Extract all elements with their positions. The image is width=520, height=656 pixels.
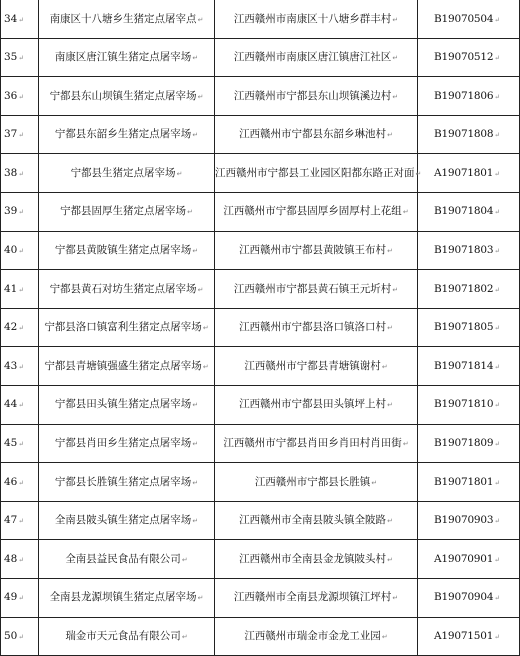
- facility-name-cell: [39, 424, 215, 463]
- facility-address-cell: [215, 347, 418, 386]
- paragraph-mark-icon: ↵: [494, 15, 501, 24]
- facility-name-cell: [39, 0, 215, 38]
- facility-code-cell: [418, 0, 520, 38]
- paragraph-mark-icon: ↵: [494, 555, 500, 564]
- paragraph-mark-icon: ↵: [387, 517, 393, 526]
- paragraph-mark-icon: ↵: [192, 247, 199, 256]
- facility-name-cell: [39, 347, 215, 386]
- paragraph-mark-icon: ↵: [18, 633, 25, 641]
- facility-name-cell: [39, 308, 215, 347]
- facility-address-text: 江西赣州市全南县龙源坝镇江坪村: [233, 591, 392, 604]
- paragraph-mark-icon: ↵: [415, 169, 422, 178]
- row-number-cell: [1, 77, 39, 116]
- facility-name-cell: [39, 154, 215, 193]
- facility-code-cell: [418, 617, 520, 656]
- paragraph-mark-icon: ↵: [494, 478, 501, 487]
- facility-address-cell: [215, 154, 422, 193]
- row-number-cell: [1, 347, 39, 386]
- table-row: [1, 347, 520, 386]
- paragraph-mark-icon: ↵: [18, 247, 25, 256]
- paragraph-mark-icon: ↵: [494, 594, 501, 603]
- paragraph-mark-icon: ↵: [387, 247, 393, 256]
- paragraph-mark-icon: ↵: [494, 362, 501, 371]
- table-row: [1, 115, 520, 154]
- facility-name-text: 全南县龙源坝镇生猪定点屠宰场: [49, 591, 197, 604]
- facility-address-text: 江西赣州市宁都县东山坝镇溪边村: [233, 89, 392, 102]
- row-number-text: 43: [4, 359, 18, 372]
- facility-address-text: 江西赣州市宁都县黄陂镇王布村: [239, 244, 387, 257]
- facility-code-text: B19071804: [434, 205, 494, 218]
- facility-code-cell: [418, 424, 520, 463]
- row-number-cell: [1, 231, 39, 270]
- paragraph-mark-icon: ↵: [494, 633, 500, 641]
- paragraph-mark-icon: ↵: [181, 555, 188, 564]
- row-number-text: 44: [4, 398, 18, 411]
- row-number-text: 49: [4, 591, 18, 604]
- facility-code-cell: [418, 115, 520, 154]
- paragraph-mark-icon: ↵: [387, 555, 393, 564]
- facility-code-text: B19070904: [434, 591, 494, 604]
- facility-code-text: B19071806: [434, 89, 494, 102]
- facility-code-cell: [418, 231, 520, 270]
- facility-name-text: 全南县陂头镇生猪定点屠宰场: [54, 514, 192, 527]
- paragraph-mark-icon: ↵: [494, 440, 501, 449]
- facility-address-text: 江西赣州市南康区十八塘乡群丰村: [233, 12, 392, 25]
- facility-code-cell: [418, 463, 520, 502]
- facility-code-text: B19071814: [434, 359, 494, 372]
- facility-code-cell: [418, 308, 520, 347]
- paragraph-mark-icon: ↵: [392, 92, 399, 101]
- table-row: [1, 578, 520, 617]
- facility-name-text: 宁都县长胜镇生猪定点屠宰场: [54, 475, 192, 488]
- paragraph-mark-icon: ↵: [202, 362, 209, 371]
- row-number-text: 40: [4, 244, 18, 257]
- facility-name-cell: [39, 501, 215, 540]
- paragraph-mark-icon: ↵: [494, 131, 501, 140]
- row-number-text: 47: [4, 514, 18, 527]
- facility-address-text: 江西赣州市宁都县东韶乡琳池村: [239, 128, 387, 141]
- paragraph-mark-icon: ↵: [494, 92, 501, 101]
- paragraph-mark-icon: ↵: [381, 362, 388, 371]
- paragraph-mark-icon: ↵: [18, 555, 25, 564]
- paragraph-mark-icon: ↵: [18, 131, 25, 140]
- facility-name-cell: [39, 38, 215, 77]
- paragraph-mark-icon: ↵: [18, 401, 25, 410]
- table-row: [1, 154, 520, 193]
- facility-code-cell: [418, 501, 520, 540]
- row-number-text: 41: [4, 282, 18, 295]
- facility-code-text: B19071810: [434, 398, 494, 411]
- row-number-cell: [1, 0, 39, 38]
- facility-code-cell: [418, 540, 520, 579]
- paragraph-mark-icon: ↵: [392, 285, 399, 294]
- paragraph-mark-icon: ↵: [18, 169, 25, 178]
- paragraph-mark-icon: ↵: [192, 478, 199, 487]
- table-row: [1, 540, 520, 579]
- facility-address-cell: [215, 578, 418, 617]
- facility-address-text: 江西赣州市宁都县长胜镇: [254, 475, 371, 488]
- table-row: [1, 192, 520, 231]
- facility-code-cell: [418, 270, 520, 309]
- table-row: [1, 617, 520, 656]
- facility-name-text: 南康区唐江镇生猪定点屠宰场: [54, 51, 192, 64]
- facility-name-text: 宁都县肖田乡生猪定点屠宰场: [54, 437, 192, 450]
- paragraph-mark-icon: ↵: [371, 478, 378, 487]
- paragraph-mark-icon: ↵: [494, 401, 501, 410]
- facility-code-text: B19070504: [434, 12, 494, 25]
- paragraph-mark-icon: ↵: [18, 324, 25, 333]
- paragraph-mark-icon: ↵: [197, 92, 204, 101]
- paragraph-mark-icon: ↵: [392, 54, 399, 63]
- paragraph-mark-icon: ↵: [18, 54, 25, 63]
- table-row: [1, 231, 520, 270]
- facility-address-text: 江西赣州市瑞金市金龙工业园: [244, 630, 381, 642]
- paragraph-mark-icon: ↵: [18, 92, 25, 101]
- paragraph-mark-icon: ↵: [494, 324, 501, 333]
- facility-name-text: 全南县益民食品有限公司: [65, 552, 181, 565]
- row-number-cell: [1, 38, 39, 77]
- row-number-cell: [1, 501, 39, 540]
- facility-address-text: 江西赣州市宁都县肖田乡肖田村肖田街: [223, 437, 402, 450]
- paragraph-mark-icon: ↵: [402, 440, 409, 449]
- table-row: [1, 0, 520, 38]
- paragraph-mark-icon: ↵: [202, 324, 209, 333]
- row-number-text: 48: [4, 552, 18, 565]
- facility-address-cell: [215, 617, 418, 656]
- row-number-text: 46: [4, 475, 18, 488]
- paragraph-mark-icon: ↵: [18, 208, 25, 217]
- table-row: [1, 38, 520, 77]
- facility-code-cell: [418, 578, 520, 617]
- facility-address-cell: [215, 540, 418, 579]
- paragraph-mark-icon: ↵: [387, 401, 393, 410]
- paragraph-mark-icon: ↵: [197, 15, 204, 24]
- paragraph-mark-icon: ↵: [18, 440, 25, 449]
- facility-code-cell: [418, 77, 520, 116]
- facility-code-text: A19070901: [434, 552, 494, 565]
- paragraph-mark-icon: ↵: [392, 594, 399, 603]
- row-number-cell: [1, 424, 39, 463]
- row-number-text: 42: [4, 321, 18, 334]
- facility-name-text: 南康区十八塘乡生猪定点屠宰点: [49, 12, 197, 25]
- row-number-cell: [1, 154, 39, 193]
- facility-code-text: B19071808: [434, 128, 494, 141]
- paragraph-mark-icon: ↵: [18, 15, 25, 24]
- facility-address-cell: [215, 463, 418, 502]
- facility-name-text: 宁都县东韶乡生猪定点屠宰场: [54, 128, 192, 141]
- facility-address-cell: [215, 38, 418, 77]
- row-number-cell: [1, 270, 39, 309]
- row-number-cell: [1, 578, 39, 617]
- paragraph-mark-icon: ↵: [181, 633, 188, 641]
- facility-address-cell: [215, 501, 418, 540]
- row-number-text: 45: [4, 437, 18, 450]
- facility-name-cell: [39, 192, 215, 231]
- facility-address-cell: [215, 115, 418, 154]
- facility-address-text: 江西赣州市宁都县黄石镇王元圻村: [233, 282, 392, 295]
- table-row: [1, 424, 520, 463]
- row-number-text: 38: [4, 166, 18, 179]
- row-number-cell: [1, 308, 39, 347]
- facility-name-text: 瑞金市天元食品有限公司: [65, 630, 181, 642]
- facility-address-text: 江西赣州市全南县陂头镇全陂路: [239, 514, 387, 527]
- paragraph-mark-icon: ↵: [494, 54, 501, 63]
- paragraph-mark-icon: ↵: [494, 285, 501, 294]
- table-row: [1, 270, 520, 309]
- facility-code-cell: [418, 192, 520, 231]
- row-number-text: 36: [4, 89, 18, 102]
- row-number-cell: [1, 617, 39, 656]
- row-number-cell: [1, 385, 39, 424]
- facility-address-cell: [215, 231, 418, 270]
- facility-code-cell: [418, 38, 520, 77]
- facility-address-text: 江西赣州市宁都县洛口镇洛口村: [239, 321, 387, 334]
- table-body: [1, 0, 520, 656]
- facility-address-cell: [215, 385, 418, 424]
- facility-name-cell: [39, 115, 215, 154]
- paragraph-mark-icon: ↵: [387, 131, 393, 140]
- row-number-cell: [1, 115, 39, 154]
- row-number-text: 35: [4, 51, 18, 64]
- paragraph-mark-icon: ↵: [494, 169, 500, 178]
- paragraph-mark-icon: ↵: [494, 517, 501, 526]
- facility-name-text: 宁都县青塘镇强盛生猪定点屠宰场: [44, 359, 202, 372]
- facility-code-cell: [415, 154, 520, 193]
- paragraph-mark-icon: ↵: [187, 208, 193, 217]
- table-row: [1, 308, 520, 347]
- table-row: [1, 77, 520, 116]
- facility-code-text: B19070903: [434, 514, 494, 527]
- facility-address-text: 江西赣州市南康区唐江镇唐江社区: [233, 51, 392, 64]
- facility-name-text: 宁都县固厚生猪定点屠宰场: [60, 205, 187, 218]
- paragraph-mark-icon: ↵: [18, 594, 25, 603]
- paragraph-mark-icon: ↵: [176, 169, 183, 178]
- facility-code-text: A19071501: [434, 630, 494, 642]
- facility-code-text: A19071801: [434, 166, 494, 179]
- facility-name-cell: [39, 385, 215, 424]
- facility-name-cell: [39, 77, 215, 116]
- paragraph-mark-icon: ↵: [18, 285, 25, 294]
- row-number-text: 39: [4, 205, 18, 218]
- facility-address-cell: [215, 308, 418, 347]
- paragraph-mark-icon: ↵: [192, 54, 199, 63]
- paragraph-mark-icon: ↵: [494, 208, 501, 217]
- facility-address-cell: [215, 77, 418, 116]
- paragraph-mark-icon: ↵: [381, 633, 388, 641]
- paragraph-mark-icon: ↵: [402, 208, 409, 217]
- paragraph-mark-icon: ↵: [18, 478, 25, 487]
- facility-address-cell: [215, 192, 418, 231]
- facility-name-cell: [39, 463, 215, 502]
- facility-name-text: 宁都县生猪定点屠宰场: [70, 166, 176, 179]
- table-row: [1, 385, 520, 424]
- facility-code-text: B19071809: [434, 437, 494, 450]
- facility-code-text: B19071805: [434, 321, 494, 334]
- row-number-text: 34: [4, 12, 18, 25]
- paragraph-mark-icon: ↵: [387, 324, 393, 333]
- facility-name-cell: [39, 540, 215, 579]
- facility-name-cell: [39, 270, 215, 309]
- facility-code-cell: [418, 385, 520, 424]
- paragraph-mark-icon: ↵: [197, 594, 204, 603]
- paragraph-mark-icon: ↵: [192, 131, 199, 140]
- facility-name-cell: [39, 617, 215, 656]
- facility-code-text: B19071802: [434, 282, 494, 295]
- facility-name-cell: [39, 578, 215, 617]
- table-row: [1, 501, 520, 540]
- facility-code-text: B19071801: [434, 475, 494, 488]
- paragraph-mark-icon: ↵: [392, 15, 399, 24]
- paragraph-mark-icon: ↵: [192, 517, 199, 526]
- paragraph-mark-icon: ↵: [494, 247, 501, 256]
- paragraph-mark-icon: ↵: [192, 440, 199, 449]
- paragraph-mark-icon: ↵: [18, 362, 25, 371]
- facility-name-text: 宁都县洛口镇富利生猪定点屠宰场: [44, 321, 202, 334]
- facility-address-cell: [215, 424, 418, 463]
- facility-address-cell: [215, 0, 418, 38]
- facility-name-text: 宁都县黄石对坊生猪定点屠宰场: [49, 282, 197, 295]
- row-number-cell: [1, 540, 39, 579]
- paragraph-mark-icon: ↵: [197, 285, 204, 294]
- facility-address-text: 江西赣州市宁都县田头镇坪上村: [239, 398, 387, 411]
- facility-name-text: 宁都县田头镇生猪定点屠宰场: [54, 398, 192, 411]
- facility-name-cell: [39, 231, 215, 270]
- facility-code-text: B19070512: [434, 51, 494, 64]
- row-number-cell: [1, 463, 39, 502]
- facility-address-text: 江西赣州市宁都县固厚乡固厚村上花组: [223, 205, 402, 218]
- paragraph-mark-icon: ↵: [192, 401, 199, 410]
- facility-address-text: 江西赣州市宁都县青塘镇谢村: [244, 359, 381, 372]
- facility-name-text: 宁都县东山坝镇生猪定点屠宰场: [49, 89, 197, 102]
- facility-code-text: B19071803: [434, 244, 494, 257]
- facility-name-text: 宁都县黄陂镇生猪定点屠宰场: [54, 244, 192, 257]
- facility-address-cell: [215, 270, 418, 309]
- row-number-text: 37: [4, 128, 18, 141]
- facility-code-cell: [418, 347, 520, 386]
- row-number-text: 50: [4, 630, 18, 642]
- table-row: [1, 463, 520, 502]
- paragraph-mark-icon: ↵: [18, 517, 25, 526]
- facility-address-text: 江西赣州市宁都县工业园区阳都东路正对面: [215, 166, 415, 179]
- facility-address-text: 江西赣州市全南县金龙镇陂头村: [239, 552, 387, 565]
- row-number-cell: [1, 192, 39, 231]
